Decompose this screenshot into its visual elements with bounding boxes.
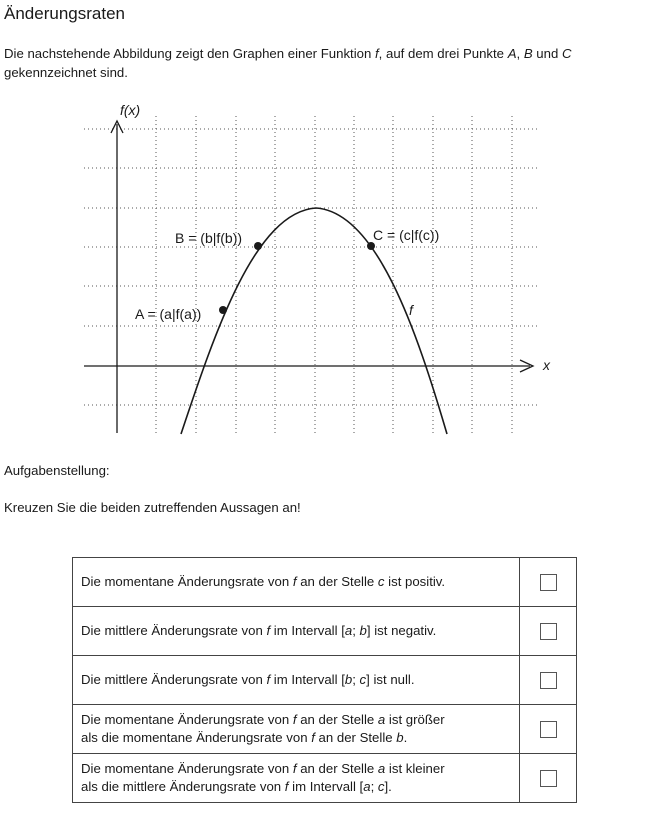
statement-checkbox[interactable] bbox=[540, 623, 557, 640]
point-c bbox=[367, 242, 375, 250]
point-b-label: B = (b|f(b)) bbox=[175, 230, 243, 246]
page-title: Änderungsraten bbox=[4, 4, 125, 23]
statement-text: Die momentane Änderungsrate von f an der Stelle c ist positiv. bbox=[73, 558, 520, 607]
statement-row bbox=[73, 607, 577, 656]
intro-text: Die nachstehende Abbildung zeigt den Graphen einer Funktion f, auf dem drei Punkte A, B und C gekennzeichnet sind. bbox=[4, 46, 572, 80]
y-axis-label: f(x) bbox=[120, 102, 141, 118]
statement-text: Die momentane Änderungsrate von f an der Stelle a ist größer als die momentane Änderungsrate von f an der Stelle b. bbox=[73, 705, 520, 754]
point-b bbox=[254, 242, 262, 250]
statement-row bbox=[73, 705, 577, 754]
statement-row bbox=[73, 754, 577, 803]
point-a-label: A = (a|f(a)) bbox=[135, 306, 202, 322]
statement-text: Die mittlere Änderungsrate von f im Intervall [a; b] ist negativ. bbox=[73, 607, 520, 656]
statement-table bbox=[72, 557, 577, 803]
grid bbox=[84, 116, 540, 434]
function-graph bbox=[0, 92, 645, 437]
task-instruction: Kreuzen Sie die beiden zutreffenden Aussagen an! bbox=[4, 500, 301, 515]
statement-text: Die momentane Änderungsrate von f an der Stelle a ist kleiner als die mittlere Änderungsrate von f im Intervall [a; c]. bbox=[73, 754, 520, 803]
x-axis-label: x bbox=[543, 357, 550, 373]
point-c-label: C = (c|f(c)) bbox=[373, 227, 440, 243]
statement-text: Die mittlere Änderungsrate von f im Intervall [b; c] ist null. bbox=[73, 656, 520, 705]
statement-checkbox[interactable] bbox=[540, 721, 557, 738]
curve-label: f bbox=[409, 302, 413, 318]
statement-row bbox=[73, 558, 577, 607]
statement-checkbox[interactable] bbox=[540, 574, 557, 591]
point-a bbox=[219, 306, 227, 314]
statement-checkbox[interactable] bbox=[540, 672, 557, 689]
statement-checkbox[interactable] bbox=[540, 770, 557, 787]
task-heading: Aufgabenstellung: bbox=[4, 463, 110, 478]
statement-row bbox=[73, 656, 577, 705]
